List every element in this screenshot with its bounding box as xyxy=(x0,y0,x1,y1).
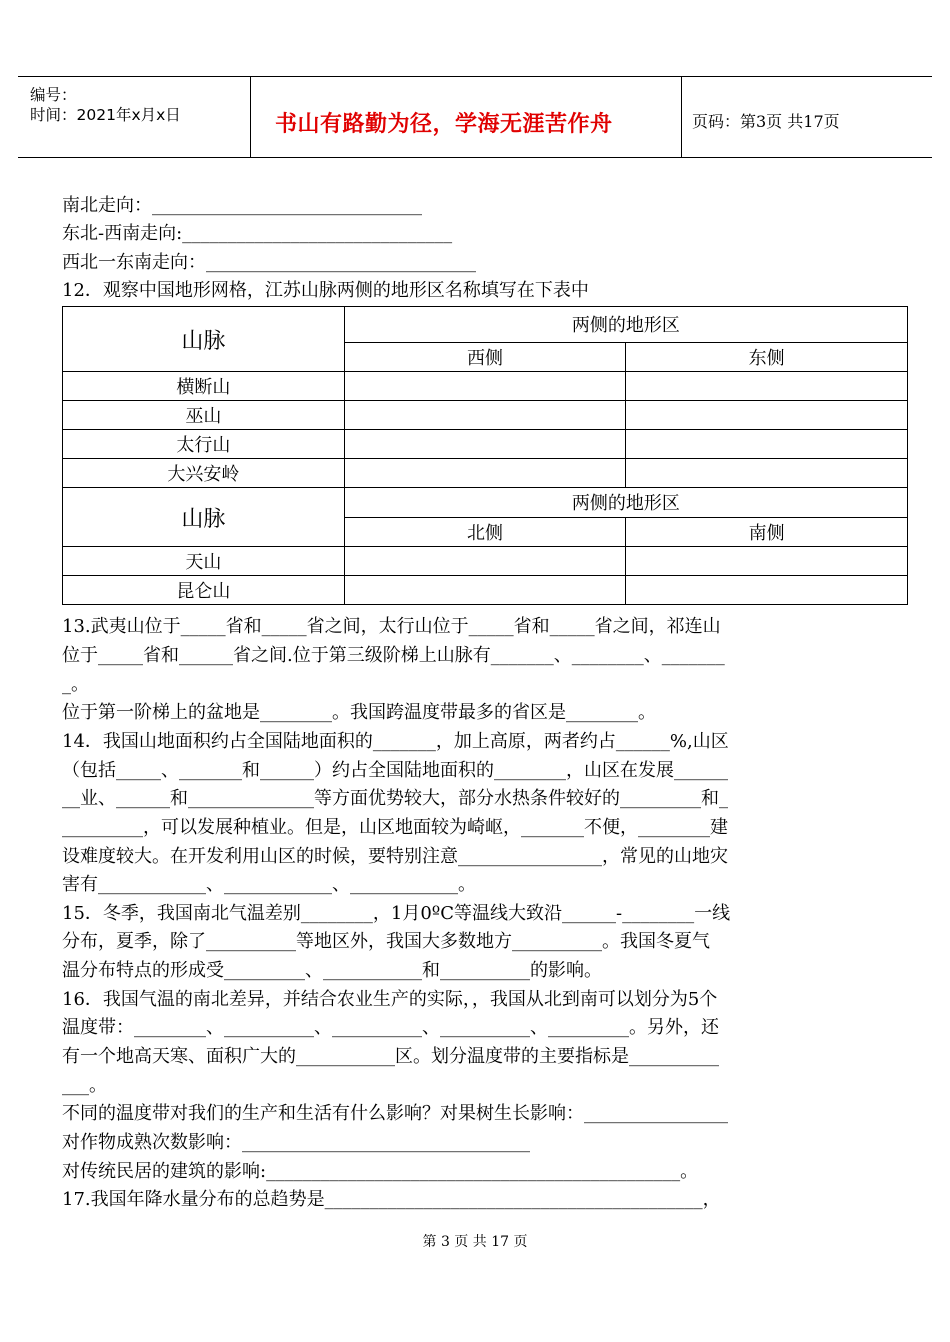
q15-line3: 温分布特点的形成受_________、___________和__________的影响。 xyxy=(62,960,602,981)
answer-cell[interactable] xyxy=(626,401,908,430)
motto: 书山有路勤为径，学海无涯苦作舟 xyxy=(275,112,613,137)
header-motto-cell xyxy=(251,77,682,157)
east-header: 东侧 xyxy=(626,342,908,371)
q14-line1: 14．我国山地面积约占全国陆地面积的_______，加上高原，两者约占______%,山区 xyxy=(62,731,729,752)
question-12: 12．观察中国地形网格，江苏山脉两侧的地形区名称填写在下表中 xyxy=(62,280,589,301)
q14-line6: 害有____________、____________、____________。 xyxy=(62,874,476,895)
q13-line1: 13.武夷山位于_____省和_____省之间，太行山位于_____省和_____省之间，祁连山 xyxy=(62,616,721,637)
south-header: 南侧 xyxy=(626,517,908,547)
answer-cell[interactable] xyxy=(344,372,626,401)
mountain-header: 山脉 xyxy=(63,307,345,372)
mountain-name: 巫山 xyxy=(63,401,345,430)
sides-header: 两侧的地形区 xyxy=(344,307,907,343)
serial-label: 编号： xyxy=(30,86,77,104)
answer-cell[interactable] xyxy=(626,576,908,605)
q17-line1: 17.我国年降水量分布的总趋势是__________________________________________， xyxy=(62,1189,721,1210)
q16-line5: 不同的温度带对我们的生产和生活有什么影响？对果树生长影响：________________ xyxy=(62,1103,728,1124)
answer-cell[interactable] xyxy=(344,459,626,488)
line-ne-sw: 东北-西南走向:______________________________ xyxy=(62,223,453,244)
mountain-name: 太行山 xyxy=(63,430,345,459)
q15-line1: 15．冬季，我国南北气温差别________，1月0ºC等温线大致沿______-________一线 xyxy=(62,903,731,924)
q14-line4: _________，可以发展种植业。但是，山区地面较为崎岖，_______不便，________建 xyxy=(62,817,728,838)
answer-cell[interactable] xyxy=(626,459,908,488)
q16-line1: 16．我国气温的南北差异，并结合农业生产的实际，，我国从北到南可以划分为5个 xyxy=(62,989,718,1010)
answer-cell[interactable] xyxy=(344,576,626,605)
q13-line3: _。 xyxy=(62,674,89,695)
answer-cell[interactable] xyxy=(344,547,626,576)
page-code: 页码：第3页 共17页 xyxy=(692,112,840,131)
line-north-south: 南北走向：______________________________ xyxy=(62,195,422,216)
page-footer: 第 3 页 共 17 页 xyxy=(422,1234,528,1250)
q14-line2: （包括_____、_______和______）约占全国陆地面积的________，山区在发展______ xyxy=(62,760,728,781)
sides-header: 两侧的地形区 xyxy=(344,488,907,518)
answer-cell[interactable] xyxy=(344,430,626,459)
q15-line2: 分布，夏季，除了__________等地区外，我国大多数地方__________。我国冬夏气 xyxy=(62,931,710,952)
table-row xyxy=(63,576,908,605)
mountain-name: 大兴安岭 xyxy=(63,459,345,488)
west-header: 西侧 xyxy=(344,342,626,371)
header-page-cell xyxy=(682,77,932,157)
q16-line3: 有一个地高天寒、面积广大的___________区。划分温度带的主要指标是__________ xyxy=(62,1046,719,1067)
answer-cell[interactable] xyxy=(626,372,908,401)
mountain-name: 天山 xyxy=(63,547,345,576)
table-row xyxy=(63,401,908,430)
time-label: 时间：2021年x月x日 xyxy=(30,106,181,124)
q16-line2: 温度带：________、__________、__________、__________、_________。另外，还 xyxy=(62,1017,719,1038)
answer-cell[interactable] xyxy=(626,430,908,459)
answer-cell[interactable] xyxy=(626,547,908,576)
header-meta xyxy=(18,77,251,157)
table-row xyxy=(63,547,908,576)
q13-line2: 位于_____省和______省之间.位于第三级阶梯上山脉有_______、________、_______ xyxy=(62,645,725,666)
q16-line6: 对作物成熟次数影响：________________________________ xyxy=(62,1132,530,1153)
line-nw-se: 西北一东南走向：______________________________ xyxy=(62,252,476,273)
mountain-header: 山脉 xyxy=(63,488,345,547)
north-header: 北侧 xyxy=(344,517,626,547)
q16-line7: 对传统民居的建筑的影响:______________________________________________。 xyxy=(62,1161,699,1182)
document-header xyxy=(18,76,932,158)
table-row xyxy=(63,430,908,459)
answer-cell[interactable] xyxy=(344,401,626,430)
q13-line4: 位于第一阶梯上的盆地是________。我国跨温度带最多的省区是________。 xyxy=(62,702,656,723)
table-row xyxy=(63,307,908,343)
table-row xyxy=(63,459,908,488)
terrain-table xyxy=(62,306,908,605)
mountain-name: 昆仑山 xyxy=(63,576,345,605)
q14-line5: 设难度较大。在开发利用山区的时候，要特别注意________________，常见的山地灾 xyxy=(62,846,728,867)
table-row xyxy=(63,488,908,518)
q16-line4: ___。 xyxy=(62,1075,107,1096)
table-row xyxy=(63,372,908,401)
mountain-name: 横断山 xyxy=(63,372,345,401)
q14-line3: __业、______和______________等方面优势较大，部分水热条件较好的_________和_ xyxy=(62,788,728,809)
